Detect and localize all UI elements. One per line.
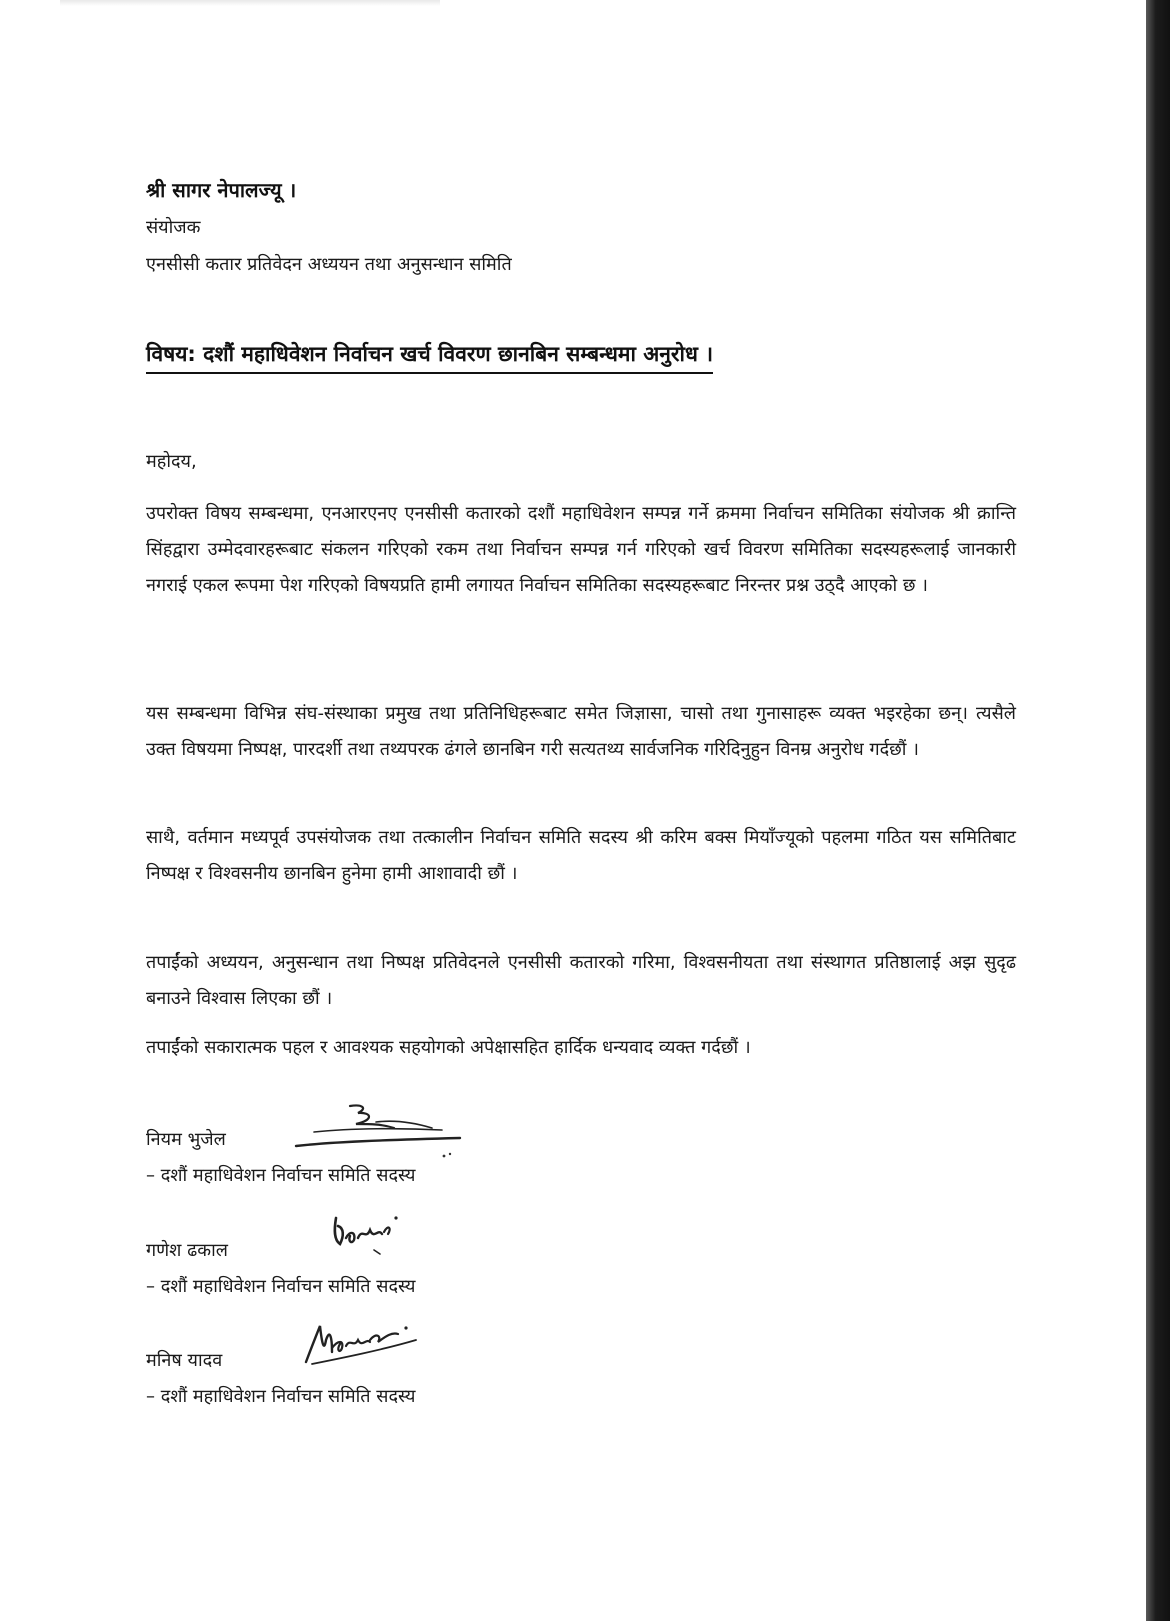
- signatory-1-name: नियम भुजेल: [146, 1129, 226, 1150]
- signatory-3-name: मनिष यादव: [146, 1350, 223, 1371]
- scan-top-shadow: [60, 0, 440, 6]
- body-paragraph-4: तपाईंको अध्ययन, अनुसन्धान तथा निष्पक्ष प्रतिवेदनले एनसीसी कतारको गरिमा, विश्वसनीयता तथा संस्थागत प्रतिष्ठालाई अझ सुदृढ बनाउने विश्वास लिएका छौं ।: [146, 952, 1016, 1009]
- signatory-2-signature: [330, 1210, 410, 1258]
- salutation: महोदय,: [146, 451, 197, 472]
- body-paragraph-3: साथै, वर्तमान मध्यपूर्व उपसंयोजक तथा तत्कालीन निर्वाचन समिति सदस्य श्री करिम बक्स मियाँज्यूको पहलमा गठित यस समितिबाट निष्पक्ष र विश्वसनीय छानबिन हुनेमा हामी आशावादी छौं ।: [146, 827, 1016, 884]
- body-paragraph-1: उपरोक्त विषय सम्बन्धमा, एनआरएनए एनसीसी कतारको दशौं महाधिवेशन सम्पन्न गर्ने क्रममा निर्वाचन समितिका संयोजक श्री क्रान्ति सिंहद्वारा उम्मेदवारहरूबाट संकलन गरिएको रकम तथा निर्वाचन सम्पन्न गर्न गरिएको खर्च विवरण समितिका सदस्यहरूलाई जानकारी नगराई एकल रूपमा पेश गरिएको विषयप्रति हामी लगायत निर्वाचन समितिका सदस्यहरूबाट निरन्तर प्रश्न उठ्दै आएको छ ।: [146, 503, 1016, 596]
- body-paragraph-5: तपाईंको सकारात्मक पहल र आवश्यक सहयोगको अपेक्षासहित हार्दिक धन्यवाद व्यक्त गर्दछौं ।: [146, 1037, 751, 1058]
- body-paragraph-2: यस सम्बन्धमा विभिन्न संघ-संस्थाका प्रमुख तथा प्रतिनिधिहरूबाट समेत जिज्ञासा, चासो तथा गुनासाहरू व्यक्त भइरहेका छन्। त्यसैले उक्त विषयमा निष्पक्ष, पारदर्शी तथा तथ्यपरक ढंगले छानबिन गरी सत्यतथ्य सार्वजनिक गरिदिनुहुन विनम्र अनुरोध गर्दछौं ।: [146, 703, 1016, 760]
- scan-right-edge: [1146, 0, 1170, 1621]
- recipient-name: श्री सागर नेपालज्यू ।: [146, 178, 297, 202]
- signatory-1-title: – दशौं महाधिवेशन निर्वाचन समिति सदस्य: [146, 1165, 416, 1186]
- signatory-2-name: गणेश ढकाल: [146, 1240, 228, 1261]
- signatory-2-title: – दशौं महाधिवेशन निर्वाचन समिति सदस्य: [146, 1276, 416, 1297]
- recipient-role: संयोजक: [146, 217, 201, 238]
- recipient-organization: एनसीसी कतार प्रतिवेदन अध्ययन तथा अनुसन्धान समिति: [146, 254, 512, 275]
- signatory-3-signature: [302, 1318, 422, 1370]
- signatory-1-signature: [292, 1098, 467, 1160]
- subject-line: विषय: दशौं महाधिवेशन निर्वाचन खर्च विवरण छानबिन सम्बन्धमा अनुरोध ।: [146, 340, 713, 374]
- signatory-3-title: – दशौं महाधिवेशन निर्वाचन समिति सदस्य: [146, 1386, 416, 1407]
